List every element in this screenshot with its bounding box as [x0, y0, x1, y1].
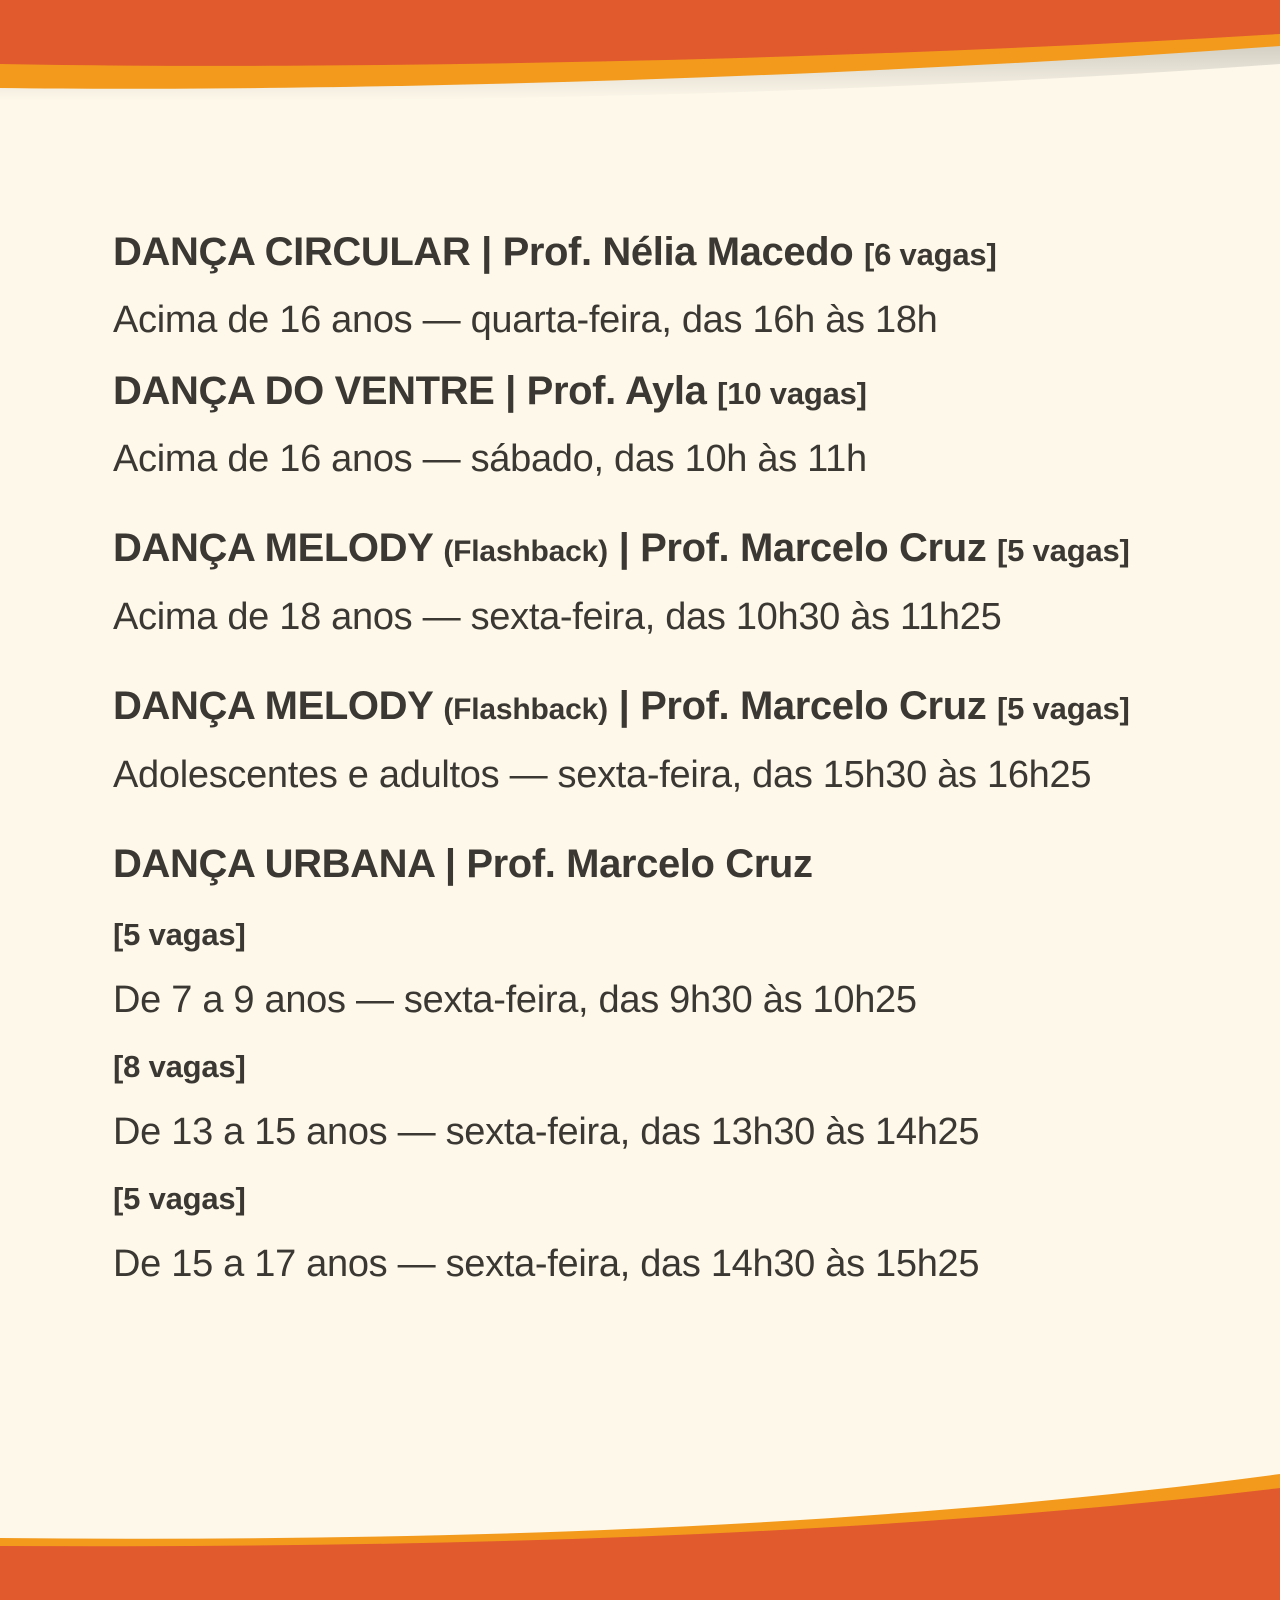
class-entry-danca-do-ventre — [113, 367, 1243, 482]
class-heading — [113, 367, 1243, 418]
class-vagas: [5 vagas] — [997, 691, 1130, 726]
separator: | — [481, 230, 503, 274]
class-heading — [113, 524, 1243, 576]
class-teacher: Prof. Nélia Macedo — [502, 230, 854, 274]
group-vagas: [5 vagas] — [113, 917, 246, 952]
separator: | — [505, 369, 527, 413]
class-detail: Acima de 18 anos — sexta-feira, das 10h30 às 11h25 — [113, 596, 1002, 638]
class-title: DANÇA URBANA — [113, 842, 435, 886]
class-heading — [113, 840, 1243, 888]
top-band-graphic — [0, 0, 1280, 110]
group-detail: De 7 a 9 anos — sexta-feira, das 9h30 às 10h25 — [113, 979, 917, 1021]
class-vagas: [6 vagas] — [863, 237, 997, 272]
class-entry-danca-urbana — [113, 840, 1243, 1287]
class-title: DANÇA DO VENTRE — [113, 369, 495, 413]
class-teacher: Prof. Ayla — [526, 369, 707, 413]
group-detail: De 15 a 17 anos — sexta-feira, das 14h30 às 15h25 — [113, 1243, 980, 1285]
class-detail: Adolescentes e adultos — sexta-feira, das 15h30 às 16h25 — [113, 754, 1092, 796]
separator: | — [444, 842, 467, 886]
group-vagas: [8 vagas] — [113, 1049, 246, 1084]
group-vagas: [5 vagas] — [113, 1181, 246, 1216]
separator: | — [618, 684, 641, 728]
class-detail: Acima de 16 anos — sábado, das 10h às 11h — [113, 438, 867, 480]
class-teacher: Prof. Marcelo Cruz — [466, 842, 813, 886]
class-entry-danca-circular — [113, 228, 1243, 343]
separator: | — [618, 526, 641, 570]
class-teacher: Prof. Marcelo Cruz — [640, 526, 987, 570]
bottom-decorative-band — [0, 1450, 1280, 1600]
class-title: DANÇA MELODY — [113, 684, 433, 728]
bottom-band-graphic — [0, 1450, 1280, 1600]
class-teacher: Prof. Marcelo Cruz — [640, 684, 987, 728]
class-title: DANÇA MELODY — [113, 526, 433, 570]
class-entry-danca-melody-2 — [113, 682, 1243, 798]
top-decorative-band — [0, 0, 1280, 110]
class-subtitle: (Flashback) — [443, 535, 608, 568]
class-detail: Acima de 16 anos — quarta-feira, das 16h às 18h — [113, 299, 938, 341]
class-vagas: [5 vagas] — [997, 533, 1130, 568]
class-title: DANÇA CIRCULAR — [113, 230, 471, 274]
class-schedule — [113, 228, 1243, 1287]
class-heading — [113, 682, 1243, 734]
class-vagas: [10 vagas] — [717, 376, 867, 411]
group-detail: De 13 a 15 anos — sexta-feira, das 13h30 às 14h25 — [113, 1111, 980, 1153]
class-subtitle: (Flashback) — [443, 693, 608, 726]
class-heading — [113, 228, 1243, 279]
class-entry-danca-melody-1 — [113, 524, 1243, 640]
